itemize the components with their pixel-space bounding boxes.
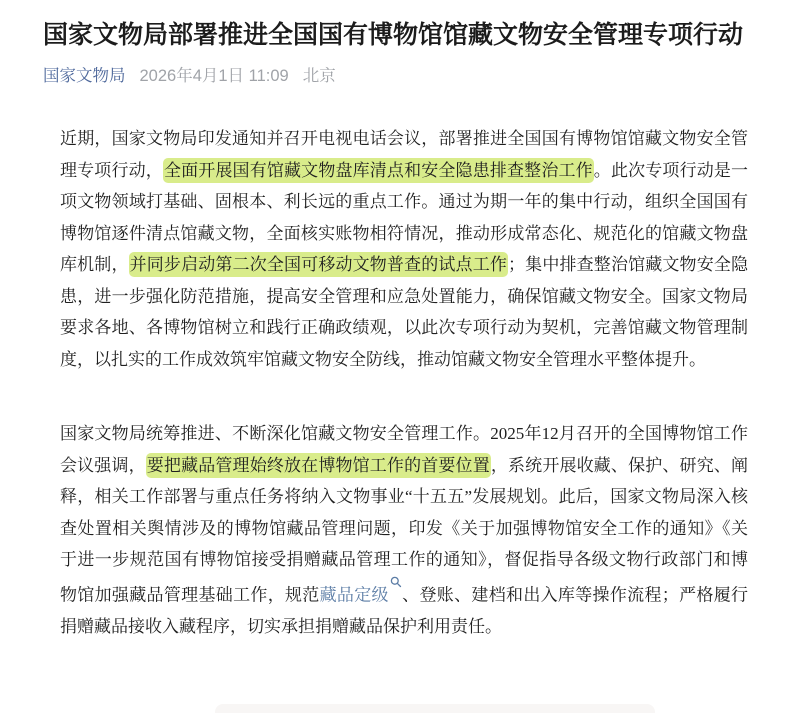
text-run: ，系统开展收藏、保护、研究、阐释，相关工作部署与重点任务将纳入文物事业“十五五”发展规划。此后，国家文物局深入核查处置相关舆情涉及的博物馆藏品管理问题，印发《关于加强博物馆安全工作的通知》《关于进一步规范国有博物馆接受捐赠藏品管理工作的通知》，督促指导各级文物行政部门和博物馆加强藏品管理基础工作，规范	[60, 455, 749, 605]
byline	[43, 65, 760, 87]
entity-link[interactable]: 藏品定级	[319, 585, 389, 605]
byline-source-link[interactable]: 国家文物局	[43, 67, 126, 85]
article-body	[60, 123, 748, 642]
next-content-edge	[215, 704, 655, 713]
highlighted-text: 要把藏品管理始终放在博物馆工作的首要位置	[146, 453, 491, 478]
text-run: 、登账、建档和出入库等操作流程；严格履行捐赠藏品接收入藏程序，切实承担捐赠藏品保护利用责任。	[60, 585, 749, 636]
text-run: 。此次专项行动是一项文物领域打基础、固根本、利长远的重点工作。通过为期一年的集中行动，组织全国国有博物馆逐件清点馆藏文物，全面核实账物相符情况，推动形成常态化、规范化的馆藏文物盘库机制，	[60, 160, 749, 274]
page-title: 国家文物局部署推进全国国有博物馆馆藏文物安全管理专项行动	[43, 21, 744, 49]
text-run: 近期，国家文物局印发通知并召开电视电话会议，部署推进全国国有博物馆馆藏文物安全管理专项行动，	[60, 129, 748, 180]
highlighted-text: 全面开展国有馆藏文物盘库清点和安全隐患排查整治工作	[163, 158, 594, 183]
paragraph-2	[60, 418, 748, 642]
article-page	[0, 18, 800, 713]
text-run: 国家文物局统筹推进、不断深化馆藏文物安全管理工作。2025年12月召开的全国博物馆工作会议强调，	[60, 424, 748, 475]
byline-datetime: 2026年4月1日 11:09	[139, 67, 289, 85]
highlighted-text: 并同步启动第二次全国可移动文物普查的试点工作	[129, 252, 508, 277]
search-icon[interactable]	[390, 582, 402, 598]
paragraph-1	[60, 123, 748, 375]
byline-location: 北京	[302, 67, 336, 85]
text-run: ；集中排查整治馆藏文物安全隐患，进一步强化防范措施，提高安全管理和应急处置能力，确保馆藏文物安全。国家文物局要求各地、各博物馆树立和践行正确政绩观，以此次专项行动为契机，完善馆藏文物管理制度，以扎实的工作成效筑牢馆藏文物安全防线，推动馆藏文物安全管理水平整体提升。	[60, 255, 749, 369]
